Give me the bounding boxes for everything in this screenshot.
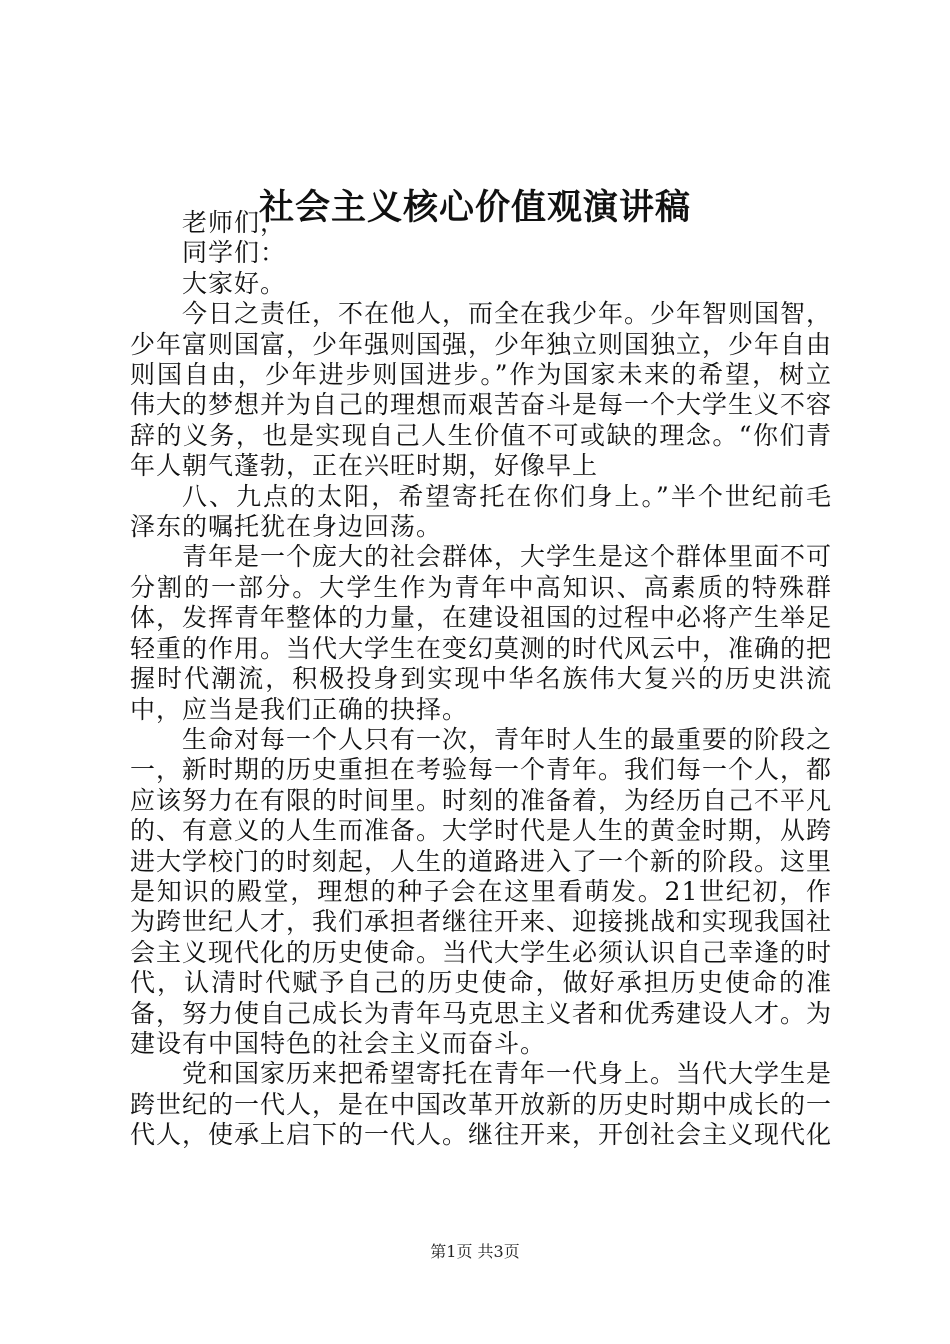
greeting: 大家好。 bbox=[182, 268, 287, 298]
paragraph-4: 生命对每一个人只有一次，青年时人生的最重要的阶段之一，新时期的历史重担在考验每一个青年。我们每一个人，都应该努力在有限的时间里。时刻的准备着，为经历自己不平凡的、有意义的人生而准备。大学时代是人生的黄金时期，从跨进大学校门的时刻起，人生的道路进入了一个新的阶段。这里是知识的殿堂，理想的种子会在这里看萌发。21世纪初，作为跨世纪人才，我们承担者继往开来、迎接挑战和实现我国社会主义现代化的历史使命。当代大学生必须认识自己幸逢的时代，认清时代赋予自己的历史使命，做好承担历史使命的准备，努力使自己成长为青年马克思主义者和优秀建设人才。为建设有中国特色的社会主义而奋斗。 bbox=[130, 724, 833, 1058]
paragraph-2: 八、九点的太阳，希望寄托在你们身上。”半个世纪前毛泽东的嘱托犹在身边回荡。 bbox=[130, 481, 832, 542]
salutation-teachers: 老师们， bbox=[182, 208, 287, 237]
page-footer: 第1页 共3页 bbox=[430, 1242, 520, 1261]
document-body bbox=[130, 208, 832, 1151]
paragraph-5: 党和国家历来把希望寄托在青年一代身上。当代大学生是跨世纪的一代人，是在中国改革开放新的历史时期中成长的一代人，使承上启下的一代人。继往开来，开创社会主义现代化 bbox=[130, 1059, 833, 1150]
paragraph-1: 今日之责任，不在他人，而全在我少年。少年智则国智，少年富则国富，少年强则国强，少年独立则国独立，少年自由则国自由，少年进步则国进步。”作为国家未来的希望，树立伟大的梦想并为自己的理想而艰苦奋斗是每一个大学生义不容辞的义务，也是实现自己人生价值不可或缺的理念。“你们青年人朝气蓬勃，正在兴旺时期，好像早上 bbox=[130, 299, 833, 481]
paragraph-3: 青年是一个庞大的社会群体，大学生是这个群体里面不可分割的一部分。大学生作为青年中高知识、高素质的特殊群体，发挥青年整体的力量，在建设祖国的过程中必将产生举足轻重的作用。当代大学生在变幻莫测的时代风云中，准确的把握时代潮流，积极投身到实现中华名族伟大复兴的历史洪流中，应当是我们正确的抉择。 bbox=[130, 542, 833, 724]
salutation-students: 同学们： bbox=[182, 238, 287, 268]
document-title: 社会主义核心价值观演讲稿 bbox=[258, 187, 691, 228]
